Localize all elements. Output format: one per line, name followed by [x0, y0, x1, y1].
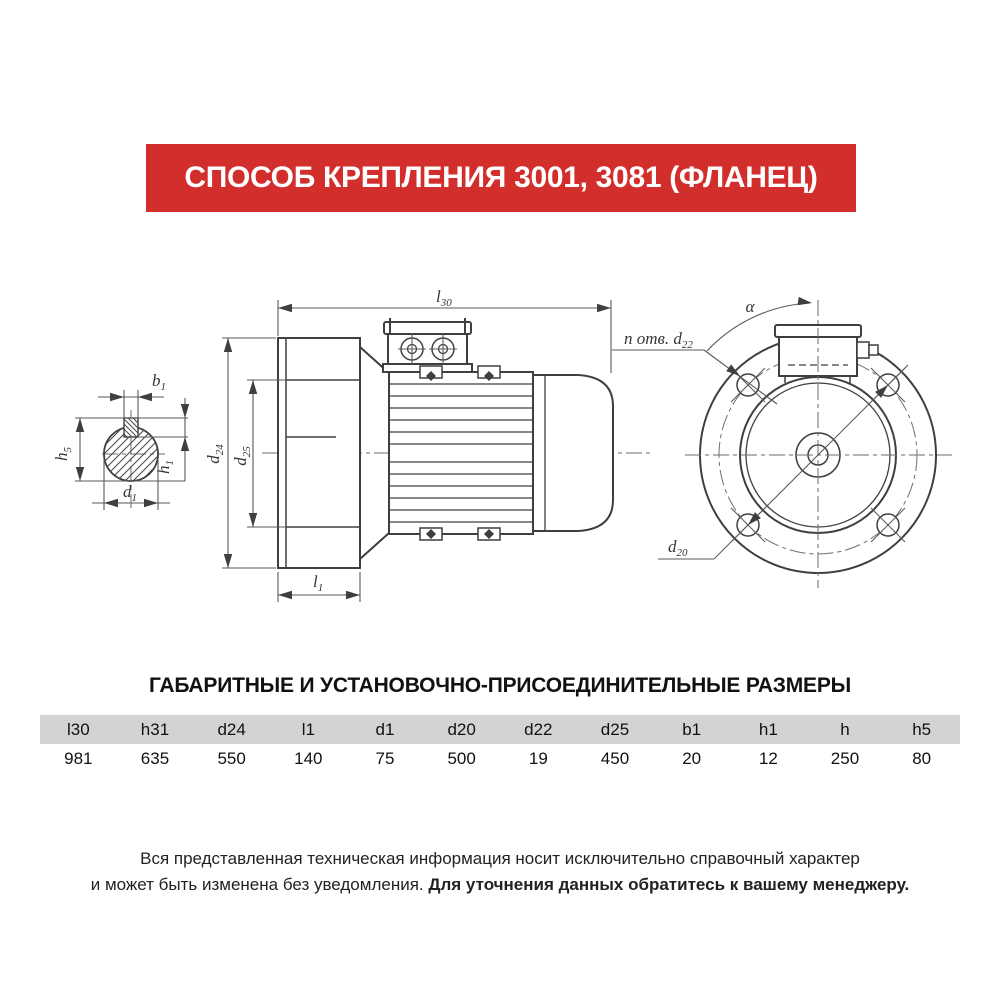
table-header-cell: b1 — [682, 719, 702, 739]
table-value-cell: 140 — [294, 748, 323, 768]
dimensions-table — [40, 715, 960, 773]
disclaimer-line1: Вся представленная техническая информация носит исключительно справочный характер — [140, 849, 860, 868]
dim-label-l1: $l_1$ — [313, 572, 324, 594]
table-header-cell: d22 — [524, 719, 553, 739]
table-header-cell: h — [840, 719, 850, 739]
table-header-cell: l1 — [301, 719, 315, 739]
title-banner — [146, 144, 856, 212]
dim-label-d20: $d_{20}$ — [668, 537, 688, 559]
table-header-cell: h31 — [140, 719, 170, 739]
dim-label-n-holes-d22: n отв. $d_{22}$ — [624, 329, 693, 351]
table-value-cell: 550 — [217, 748, 246, 768]
disclaimer-line2: и может быть изменена без уведомления. Для уточнения данных обратитесь к вашему менеджеру. — [90, 875, 910, 894]
dimension-b1 — [98, 371, 166, 418]
table-header-row — [40, 715, 960, 744]
table-value-cell: 19 — [528, 748, 548, 768]
table-header-cell: h1 — [758, 719, 778, 739]
technical-drawing — [40, 270, 960, 620]
table-value-cell: 635 — [140, 748, 170, 768]
table-value-cell: 450 — [600, 748, 630, 768]
table-header-cell: d24 — [217, 719, 246, 739]
disclaimer — [0, 846, 1000, 898]
table-value-cell: 20 — [682, 748, 702, 768]
table-value-cell: 80 — [912, 748, 932, 768]
section-title: ГАБАРИТНЫЕ И УСТАНОВОЧНО-ПРИСОЕДИНИТЕЛЬНЫЕ РАЗМЕРЫ — [148, 674, 851, 697]
table-value-row — [40, 744, 960, 773]
table-header-cell: d20 — [447, 719, 476, 739]
table-header-cell: h5 — [912, 719, 932, 739]
flange-front-view — [612, 297, 952, 588]
table-value-cell: 500 — [447, 748, 476, 768]
dim-label-d25: $d_{25}$ — [231, 446, 253, 466]
dim-label-l30: $l_{30}$ — [436, 287, 452, 309]
dim-label-h5: $h_5$ — [52, 447, 74, 461]
table-value-cell: 981 — [64, 748, 93, 768]
table-value-cell: 75 — [375, 748, 395, 768]
table-header-cell: l30 — [66, 719, 90, 739]
table-value-cell: 12 — [758, 748, 778, 768]
table-header-cell: d1 — [375, 719, 395, 739]
page-title: СПОСОБ КРЕПЛЕНИЯ 3001, 3081 (ФЛАНЕЦ) — [184, 161, 818, 194]
terminal-box — [383, 318, 472, 372]
dim-label-d24: $d_{24}$ — [204, 444, 226, 464]
table-header-cell: d25 — [600, 719, 630, 739]
dim-label-alpha: α — [745, 297, 755, 316]
motor-side-view — [204, 287, 652, 602]
dim-label-h1: $h_1$ — [154, 460, 176, 474]
dimension-l1 — [278, 572, 360, 602]
dim-label-b1: $b_1$ — [152, 371, 166, 393]
dimension-d25 — [231, 380, 257, 527]
table-value-cell: 250 — [830, 748, 860, 768]
dim-label-d1: $d_1$ — [123, 482, 137, 504]
shaft-section-view — [52, 371, 189, 510]
